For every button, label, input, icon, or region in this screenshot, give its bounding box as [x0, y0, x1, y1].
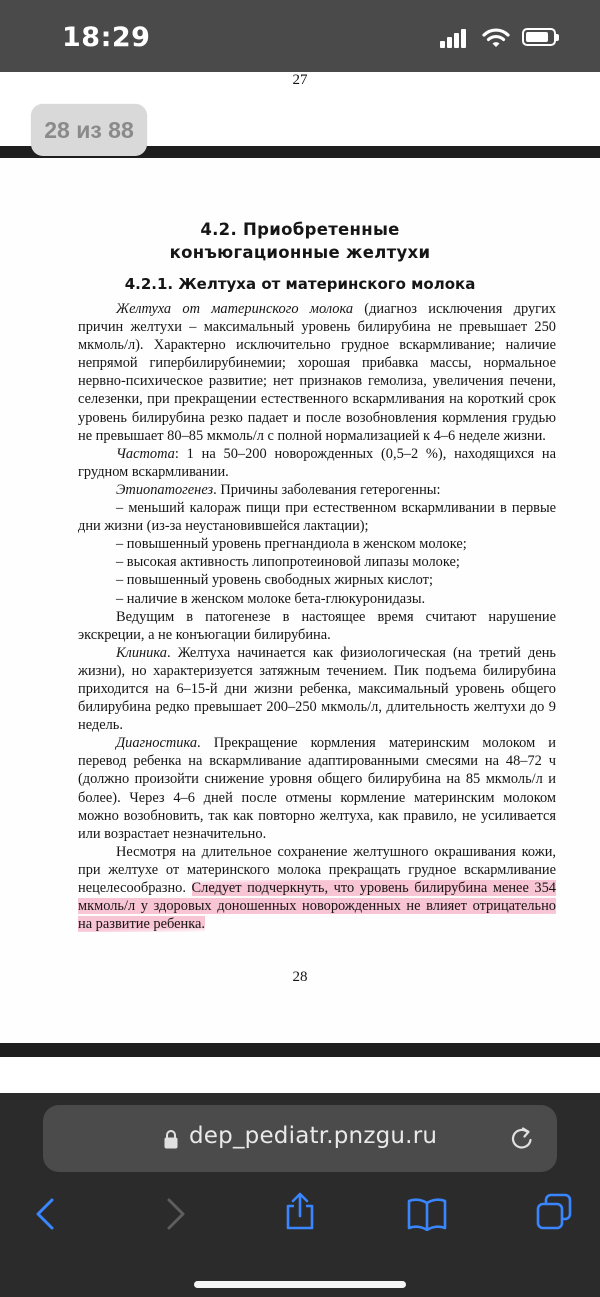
bookmarks-icon[interactable]: [407, 1197, 447, 1231]
list-item: – повышенный уровень свободных жирных кислот;: [116, 572, 433, 589]
tabs-icon[interactable]: [536, 1193, 572, 1231]
lock-icon: [164, 1129, 178, 1149]
previous-page-number: 27: [292, 72, 308, 88]
document-page: [0, 158, 600, 1043]
cellular-signal-icon: [440, 26, 470, 50]
list-item: – повышенный уровень прегнандиола в женском молоке;: [116, 536, 467, 553]
address-bar[interactable]: [43, 1105, 557, 1172]
status-time: 18:29: [62, 22, 151, 53]
paragraph: Клиника. Желтуха начинается как физиологическая (на третий день жизни), но характеризуется затяжным течением. Пик подъема билирубина приходится на 6–15-й дни жизни ребенка, максимальный уровень общего билирубина редко превышает 200–250 мкмоль/л, длительность желтухи до 9 недель.: [78, 644, 556, 734]
reload-icon[interactable]: [509, 1126, 535, 1152]
page-separator: [0, 1043, 600, 1057]
status-icons: [440, 26, 562, 50]
list-item: – наличие в женском молоке бета-глюкуронидазы.: [116, 590, 426, 607]
paragraph: Ведущим в патогенезе в настоящее время считают нарушение экскреции, а не конъюгации билирубина.: [78, 608, 556, 643]
highlighted-text: Следует подчеркнуть, что уровень билирубина менее 354 мкмоль/л у здоровых доношенных новорожденных не влияет отрицательно на развитие ребенка.: [78, 880, 556, 933]
url-text: dep_pediatr.pnzgu.ru: [189, 1123, 438, 1149]
battery-icon: [522, 28, 556, 46]
forward-icon[interactable]: [165, 1197, 187, 1231]
share-icon[interactable]: [283, 1191, 317, 1231]
paragraph: Несмотря на длительное сохранение желтушного окрашивания кожи, при желтухе от материнского молока прекращать грудное вскармливание нецелесообразно. Следует подчеркнуть, что уровень билирубина менее 354 мкмоль/л у здоровых доношенных новорожденных не влияет отрицательно на развитие ребенка.: [78, 843, 556, 933]
status-bar: [0, 0, 600, 72]
paragraph: Желтуха от материнского молока (диагноз исключения других причин желтухи – максимальный уровень билирубина не превышает 250 мкмоль/л). Характерно исключительно грудное вскармливание; наличие непрямой гипербилирубинемии; хорошая прибавка массы, нормальное нервно-психическое развитие; нет признаков гемолиза, увеличения печени, селезенки, при прекращении естественного вскармливания на короткий срок уровень билирубина резко падает и после возобновления кормления грудью не превышает 80–85 мкмоль/л с полной нормализацией к 4–6 неделе жизни.: [78, 301, 556, 444]
paragraph: Диагностика. Прекращение кормления материнским молоком и перевод ребенка на вскармливание адаптированными смесями на 48–72 ч (должно произойти снижение уровня общего билирубина на 85 мкмоль/л и более). Через 4–6 дней после отмены кормление материнским молоком можно возобновить, так как повторно желтуха, как правило, не усиливается или возрастает незначительно.: [78, 735, 556, 842]
list-item: – высокая активность липопротеиновой липазы молоке;: [116, 554, 460, 571]
page-counter-badge: 28 из 88: [31, 104, 147, 156]
back-icon[interactable]: [34, 1197, 56, 1231]
wifi-icon: [482, 26, 510, 50]
paragraph: Частота: 1 на 50–200 новорожденных (0,5–2 %), находящихся на грудном вскармливании.: [78, 445, 556, 480]
document-body: [78, 300, 556, 933]
page-number: 28: [292, 969, 308, 985]
home-indicator: [194, 1281, 406, 1288]
next-page-fragment: [0, 1057, 600, 1093]
subsection-heading: 4.2.1. Желтуха от материнского молока: [124, 275, 476, 293]
paragraph: Этиопатогенез. Причины заболевания гетерогенны:: [116, 481, 441, 498]
browser-toolbar: [0, 1093, 600, 1297]
section-heading: 4.2. Приобретенные конъюгационные желтухи: [169, 220, 431, 262]
list-item: – меньший калораж пищи при естественном вскармливании в первые дни жизни (из-за неустановившейся лактации);: [78, 500, 556, 535]
